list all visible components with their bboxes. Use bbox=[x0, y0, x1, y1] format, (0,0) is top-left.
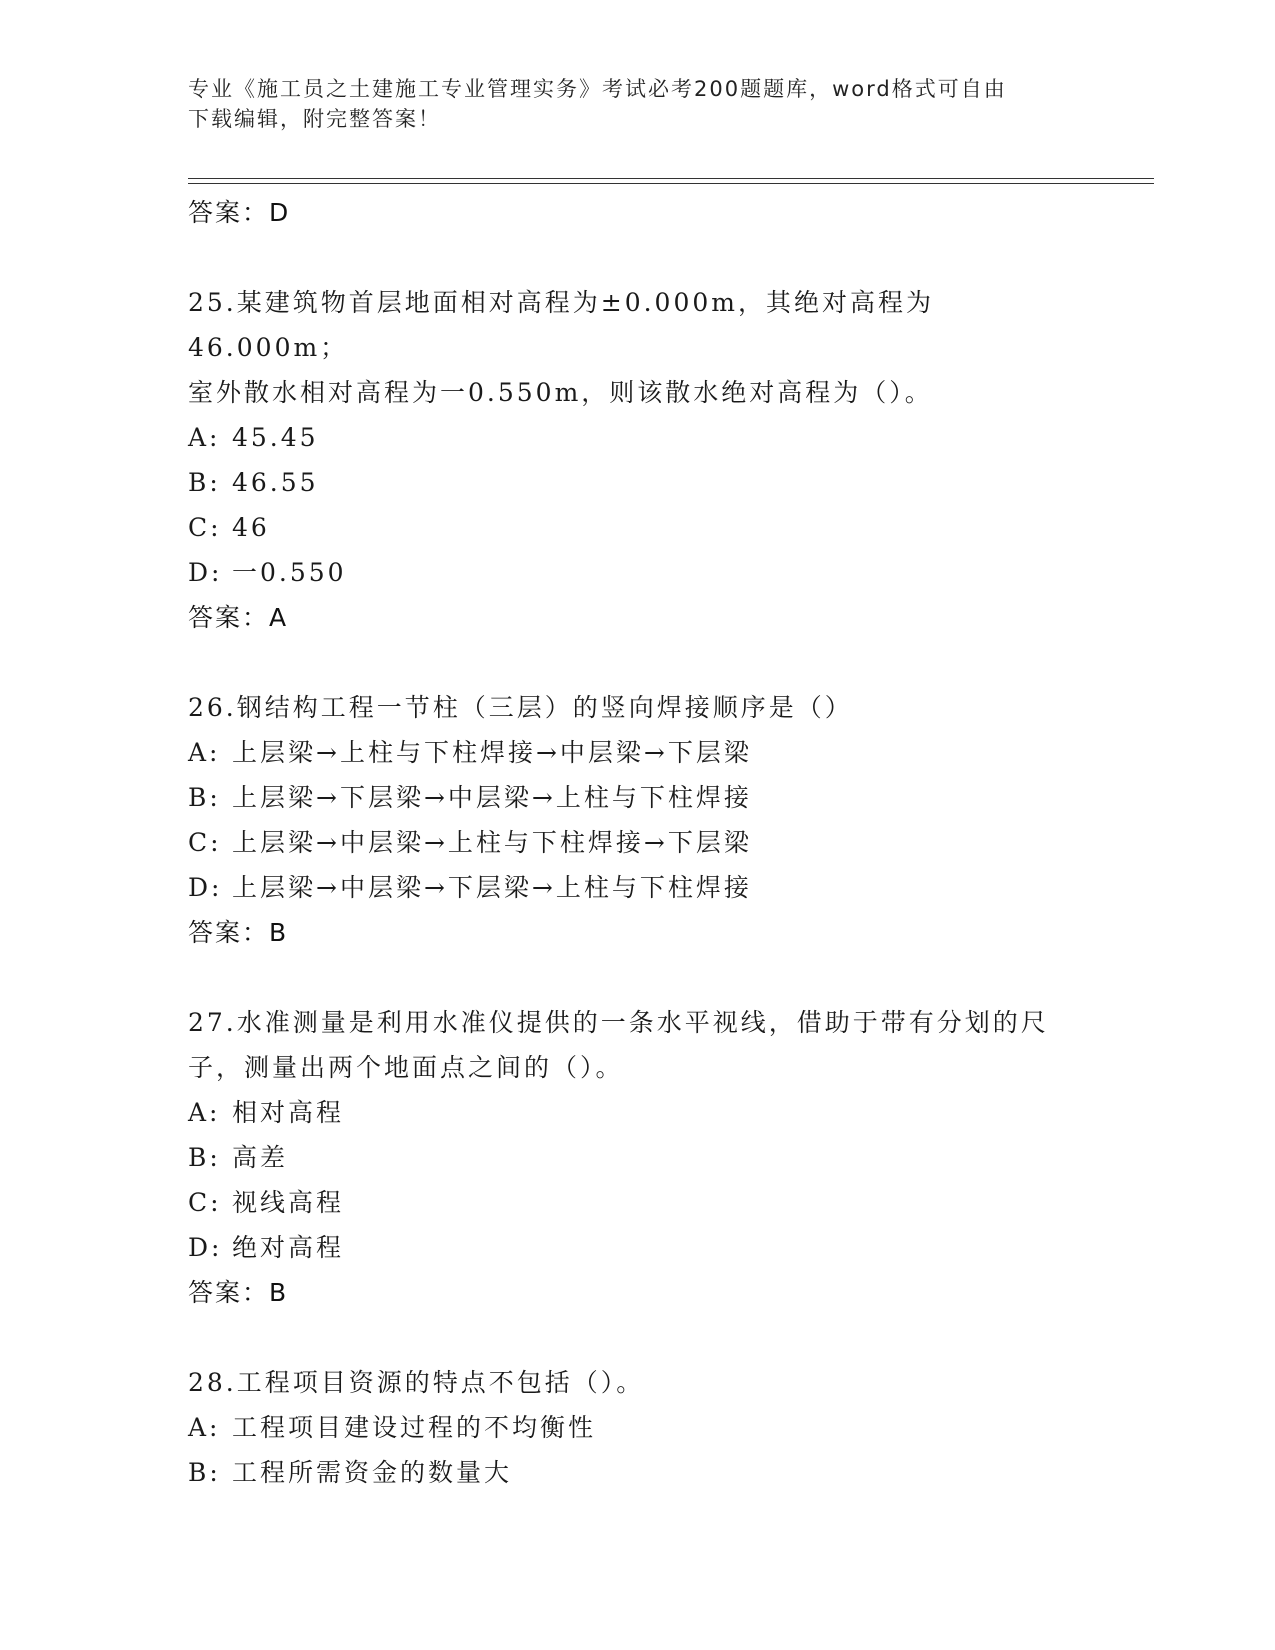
option-a bbox=[188, 1090, 1088, 1135]
option-text: 工程所需资金的数量大 bbox=[232, 1458, 513, 1487]
option-d bbox=[188, 550, 1088, 595]
option-c bbox=[188, 505, 1088, 550]
option-text: 视线高程 bbox=[232, 1188, 345, 1217]
answer: 答案：B bbox=[188, 1278, 289, 1307]
question-26 bbox=[188, 685, 1088, 956]
option-key: D: bbox=[188, 558, 223, 587]
option-text: 46.55 bbox=[232, 468, 319, 497]
option-text: 一0.550 bbox=[232, 558, 347, 587]
question-text bbox=[188, 1000, 1088, 1090]
option-a bbox=[188, 415, 1088, 460]
question-text bbox=[188, 280, 1088, 415]
header-line-2: 下载编辑，附完整答案！ bbox=[188, 107, 441, 131]
question-text-line: 27.水准测量是利用水准仪提供的一条水平视线，借助于带有分划的尺 bbox=[188, 1008, 1049, 1037]
question-text bbox=[188, 685, 1088, 730]
option-key: B: bbox=[188, 468, 221, 497]
option-text: 上层梁→中层梁→上柱与下柱焊接→下层梁 bbox=[232, 828, 752, 857]
option-c bbox=[188, 820, 1088, 865]
header-divider-top bbox=[188, 178, 1154, 179]
option-key: D: bbox=[188, 1233, 223, 1262]
document-header bbox=[188, 74, 1068, 134]
option-text: 绝对高程 bbox=[232, 1233, 345, 1262]
option-key: A: bbox=[188, 738, 221, 767]
question-text-line: 28.工程项目资源的特点不包括（）。 bbox=[188, 1368, 645, 1397]
option-key: A: bbox=[188, 1098, 221, 1127]
question-text-line: 子，测量出两个地面点之间的（）。 bbox=[188, 1053, 624, 1082]
header-divider-bottom bbox=[188, 183, 1154, 184]
option-d bbox=[188, 1225, 1088, 1270]
question-25 bbox=[188, 280, 1088, 641]
option-text: 相对高程 bbox=[232, 1098, 345, 1127]
option-a bbox=[188, 1405, 1088, 1450]
option-text: 工程项目建设过程的不均衡性 bbox=[232, 1413, 597, 1442]
option-text: 46 bbox=[232, 513, 270, 542]
option-a bbox=[188, 730, 1088, 775]
question-text bbox=[188, 1360, 1088, 1405]
question-27 bbox=[188, 1000, 1088, 1316]
option-b bbox=[188, 775, 1088, 820]
question-text-line: 26.钢结构工程一节柱（三层）的竖向焊接顺序是（） bbox=[188, 693, 853, 722]
document-body bbox=[188, 190, 1088, 1539]
option-key: A: bbox=[188, 423, 221, 452]
answer: 答案：B bbox=[188, 918, 289, 947]
option-text: 45.45 bbox=[232, 423, 319, 452]
option-key: C: bbox=[188, 513, 222, 542]
option-key: D: bbox=[188, 873, 223, 902]
question-text-line: 室外散水相对高程为一0.550m，则该散水绝对高程为（）。 bbox=[188, 378, 933, 407]
option-key: B: bbox=[188, 1458, 221, 1487]
answer: 答案：A bbox=[188, 603, 289, 632]
answer-previous: 答案：D bbox=[188, 198, 291, 227]
option-key: A: bbox=[188, 1413, 221, 1442]
option-b bbox=[188, 1135, 1088, 1180]
option-text: 上层梁→中层梁→下层梁→上柱与下柱焊接 bbox=[232, 873, 752, 902]
option-b bbox=[188, 1450, 1088, 1495]
option-d bbox=[188, 865, 1088, 910]
option-key: C: bbox=[188, 828, 222, 857]
option-c bbox=[188, 1180, 1088, 1225]
option-b bbox=[188, 460, 1088, 505]
option-key: C: bbox=[188, 1188, 222, 1217]
option-key: B: bbox=[188, 1143, 221, 1172]
header-line-1: 专业《施工员之土建施工专业管理实务》考试必考200题题库，word格式可自由 bbox=[188, 77, 1007, 101]
option-key: B: bbox=[188, 783, 221, 812]
option-text: 高差 bbox=[232, 1143, 289, 1172]
option-text: 上层梁→上柱与下柱焊接→中层梁→下层梁 bbox=[232, 738, 752, 767]
option-text: 上层梁→下层梁→中层梁→上柱与下柱焊接 bbox=[232, 783, 752, 812]
question-text-line: 25.某建筑物首层地面相对高程为±0.000m，其绝对高程为46.000m； bbox=[188, 288, 934, 362]
question-28 bbox=[188, 1360, 1088, 1495]
